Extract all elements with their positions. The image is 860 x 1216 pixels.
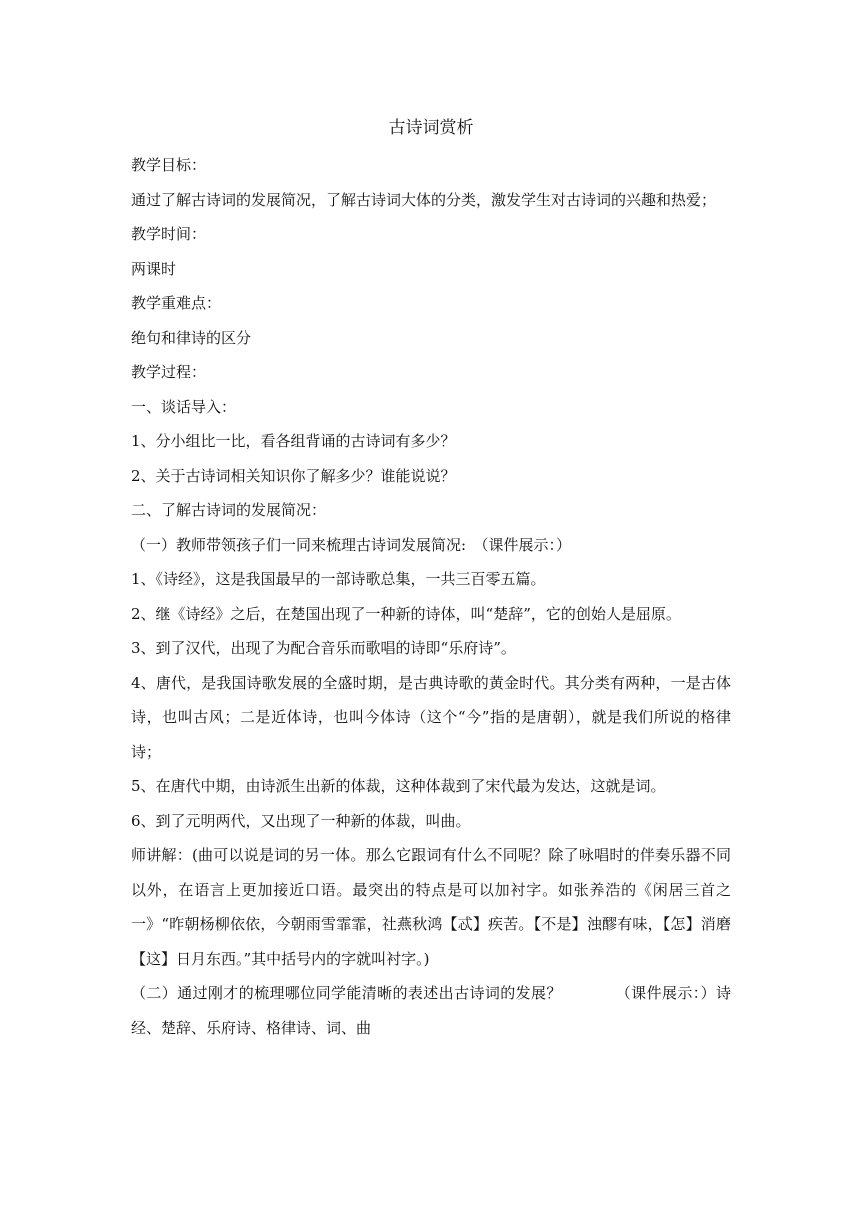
development-item-5: 5、在唐代中期，由诗派生出新的体裁，这种体裁到了宋代最为发达，这就是词。	[131, 777, 666, 795]
list-item-1: 1、分小组比一比，看各组背诵的古诗词有多少？	[131, 432, 456, 450]
subsection-one: （一）教师带领孩子们一同来梳理古诗词发展简况: （课件展示：）	[131, 535, 572, 554]
section-development: 二、了解古诗词的发展简况：	[131, 501, 327, 519]
paragraph-time: 两课时	[131, 259, 177, 278]
development-item-3: 3、到了汉代，出现了为配合音乐而歌唱的诗即“乐府诗”。	[131, 639, 516, 657]
development-item-6: 6、到了元明两代，又出现了一种新的体裁，叫曲。	[131, 811, 471, 830]
paragraph-key-points: 绝句和律诗的区分	[131, 328, 252, 347]
development-item-4: 4、唐代，是我国诗歌发展的全盛时期，是古典诗歌的黄金时代。其分类有两种，一是古体诗，也叫古风；二是近体诗，也叫今体诗（这个“今”指的是唐朝），就是我们所说的格律诗；	[131, 673, 731, 761]
heading-key-points: 教学重难点：	[131, 294, 222, 312]
development-item-2: 2、继《诗经》之后，在楚国出现了一种新的诗体，叫“楚辞”，它的创始人是屈原。	[131, 604, 681, 623]
heading-time: 教学时间：	[131, 225, 207, 243]
teacher-explanation: 师讲解：(曲可以说是词的另一体。那么它跟词有什么不同呢？除了咏唱时的伴奏乐器不同以外，在语言上更加接近口语。最突出的特点是可以加衬字。如张养浩的《闲居三首之一》“昨朝杨柳依依，今朝雨雪霏霏，社燕秋鸿【忒】疾苦。【不是】浊醪有味，【怎】消磨【这】日月东西。”其中括号内的字就叫衬字。)	[131, 846, 731, 968]
section-intro: 一、谈话导入：	[131, 397, 237, 416]
document-title: 古诗词赏析	[388, 118, 474, 138]
heading-objectives: 教学目标：	[131, 156, 207, 174]
list-item-2: 2、关于古诗词相关知识你了解多少？谁能说说？	[131, 466, 456, 485]
development-item-1: 1、《诗经》，这是我国最早的一部诗歌总集，一共三百零五篇。	[131, 570, 546, 588]
document-body	[131, 108, 731, 1045]
subsection-two: （二）通过刚才的梳理哪位同学能清晰的表述出古诗词的发展？ （课件展示：）诗经、楚辞、乐府诗、格律诗、词、曲	[131, 984, 731, 1037]
paragraph-objectives: 通过了解古诗词的发展简况，了解古诗词大体的分类，激发学生对古诗词的兴趣和热爱；	[131, 190, 717, 209]
heading-process: 教学过程：	[131, 363, 207, 381]
